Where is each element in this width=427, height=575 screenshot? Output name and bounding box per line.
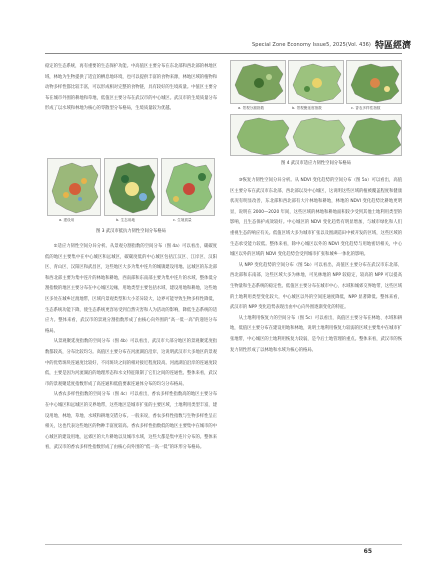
footer-rule bbox=[45, 544, 402, 545]
figure-sublabel: c. 生境质量 bbox=[173, 218, 192, 222]
paragraph: 从景观聚延度指数的空间分布（图 4b）可以看出，武汉市大部分地区的景观聚延度指数都较高，分布比较均匀。高值区主要分布在河流湖泊沿岸，这说明武汉市大多地区的景观中的优势斑块连通度比较好，不同斑块之间的相对接近程度较高。河流湖泊沿岸的连通度较低，主要是因为河流湖泊的地理形态和水文特征限制了它们之间的连通性。整体来看，武汉市的景观聚延度指数形成了高连通和低值要素连通体分布的均匀分布格局。 bbox=[45, 339, 217, 387]
left-top-text bbox=[45, 62, 217, 115]
paragraph: 稳定的生态系统，再有重要的生态保护功能。中高值区主要分布在东北部和西北部的林地区域，林地为生物提供了适宜的栖息地环境，也可以提供丰富的食物来源，林地区域的植物和动物多样性都比较丰富，可以形成相对完整的食物链，具有较好的生境质量。中值区主要分布在城市外围的耕地和草地，低值区主要分布在武汉市的中心城区。武汉市的生境质量分布形成了以水域和林地为核心的零散型分布格局，生境质量较为优越。 bbox=[45, 64, 217, 112]
journal-header: Special Zone Economy Issue5, 2025(Vol. 436) bbox=[252, 42, 371, 48]
figure-caption: 图 3 武汉市抵抗力韧性空间分布格局 bbox=[96, 229, 166, 234]
journal-logo: 特區經濟 bbox=[374, 41, 411, 51]
header-rule bbox=[45, 53, 402, 54]
figure-3 bbox=[45, 158, 217, 236]
paragraph: ③恢复力韧性空间分异分析。从 NDVI 变化趋势的空间分布（图 5a）可以看出，高值区主要分布在武汉市东北部、西北部以及中心城区，这说明这些区域的植被覆盖程度和健康状况有明显改善，东北部和西北部有大片林地和耕地，林地的 NDVI 变化趋势比耕地更明显，说明在 2000—2020 年间，这些区域的林地和耕地面积较少受到其他土地利用类型的影响，且生态保护成效较好。中心城区的 NDVI 变化趋势有明显增加，与城市绿化和人们重视生态的响应有关。低值区域大多为城市扩张以及围湖造田中被开发的区域，这些区域的生态承受能力较低。整体来看，除中心城区以外的 NDVI 变化趋势与用地密切相关，中心城区以外的区域的 NDVI 变化趋势会受到城市扩张和城乡一体化的影响。 bbox=[230, 178, 402, 258]
map-image bbox=[104, 158, 158, 216]
map-image bbox=[47, 158, 101, 216]
figure-sublabel: b. 景观聚延度指数 bbox=[292, 106, 322, 110]
figure-sublabel: c. 香农多样性指数 bbox=[351, 106, 381, 110]
figure-sublabel: a. 景观分割指数 bbox=[238, 106, 265, 110]
map-image bbox=[288, 60, 344, 104]
map-image bbox=[230, 60, 286, 104]
paragraph: 从香农多样性指数的空间分布（图 4c）可以看出，香农多样性指数高的地区主要分布在中心城区和远城区的交界地带，这些地区是城市扩张的主要区域，土地利用类型丰富，建设用地、林地、草地、水域和耕地交错分布。一般来说，香农多样性指数与生物多样性呈正相关，这也代表这些地区的物种丰富度较高。香农多样性指数低的地区主要集中在城市的中心城区的建设用地，远郊区的大片耕地以及城市水域，这些大都是集中连片分布的。整体来看，武汉市的香农多样性指数形成了由核心向外围的“低一高一低”的环形分布格局。 bbox=[45, 392, 217, 451]
figure-caption: 图 4 武汉市适应力韧性空间分布格局 bbox=[281, 161, 351, 166]
map-image bbox=[230, 114, 402, 156]
paragraph: 从 NPP 变化趋势的空间分布（图 5b）可以看出，高值区主要分布在武汉市东北部、西北部和东南部，这些区域大多为林地，可见林地的 NPP 较稳定，较高的 NPP 可以提高生物量和生态系统的稳定性。低值区主要分布在城市中心、水域和城郊交界地带，这些区域的土地利用类型变化较大，中心城区以外的空间连通度降低，NPP 显著降低。整体来看，武汉市的 NPP 变化趋势表现出由中心向外围逐渐变化的特征。 bbox=[230, 262, 402, 311]
figure-sublabel: b. 生态用地 bbox=[116, 218, 135, 222]
right-body-text bbox=[230, 176, 402, 356]
page-number: 65 bbox=[363, 548, 372, 555]
paragraph: 从土地利用恢复力的空间分布（图 5c）可以看出，高值区主要分布在林地、水域和耕地，低值区主要分布在建设用地和林地，说明土地利用恢复力较弱的区域主要集中在城市扩张地带，中心城区的土地利用恢复力较弱，是今后土地管理的重点。整体来看，武汉市的恢复力韧性形成了以林地和水域为核心的格局。 bbox=[230, 315, 402, 353]
figure-4 bbox=[230, 60, 402, 170]
paragraph: ②适应力韧性空间分异分析。从景观分割指数的空间分布（图 4a）可以看出，碳碳度低的地区主要集中在中心城区和远城区，碳碳度低的中心城区包括江汉区、江岸区、汉阳区、青山区、汉阳区和武昌区，这些地区大多为集中连片的城镇建设用地。远城区的东北部和西北部主要为集中连片的林地和耕地，西南部和东南部主要为集中连片的水域，整体低分割指数的地区主要分布在中心城区边缘，用地类型主要包括水域、建设用地和耕地，这些地区多处在城乡过渡地带，区域内景观类型和大小差异较大，边界可能导致生物多样性降低，生态系统功能下降，使生态系统更容易受到自然灾害和人为活动的影响，降低生态系统的适应力。整体来看，武汉市的景观分割指数形成了由核心向外围的“高一低一高”的递进分布格局。 bbox=[45, 244, 217, 334]
left-body-text bbox=[45, 242, 217, 454]
figure-sublabel: a. 建设用 bbox=[59, 218, 75, 222]
map-image bbox=[161, 158, 215, 216]
map-image bbox=[346, 60, 402, 104]
